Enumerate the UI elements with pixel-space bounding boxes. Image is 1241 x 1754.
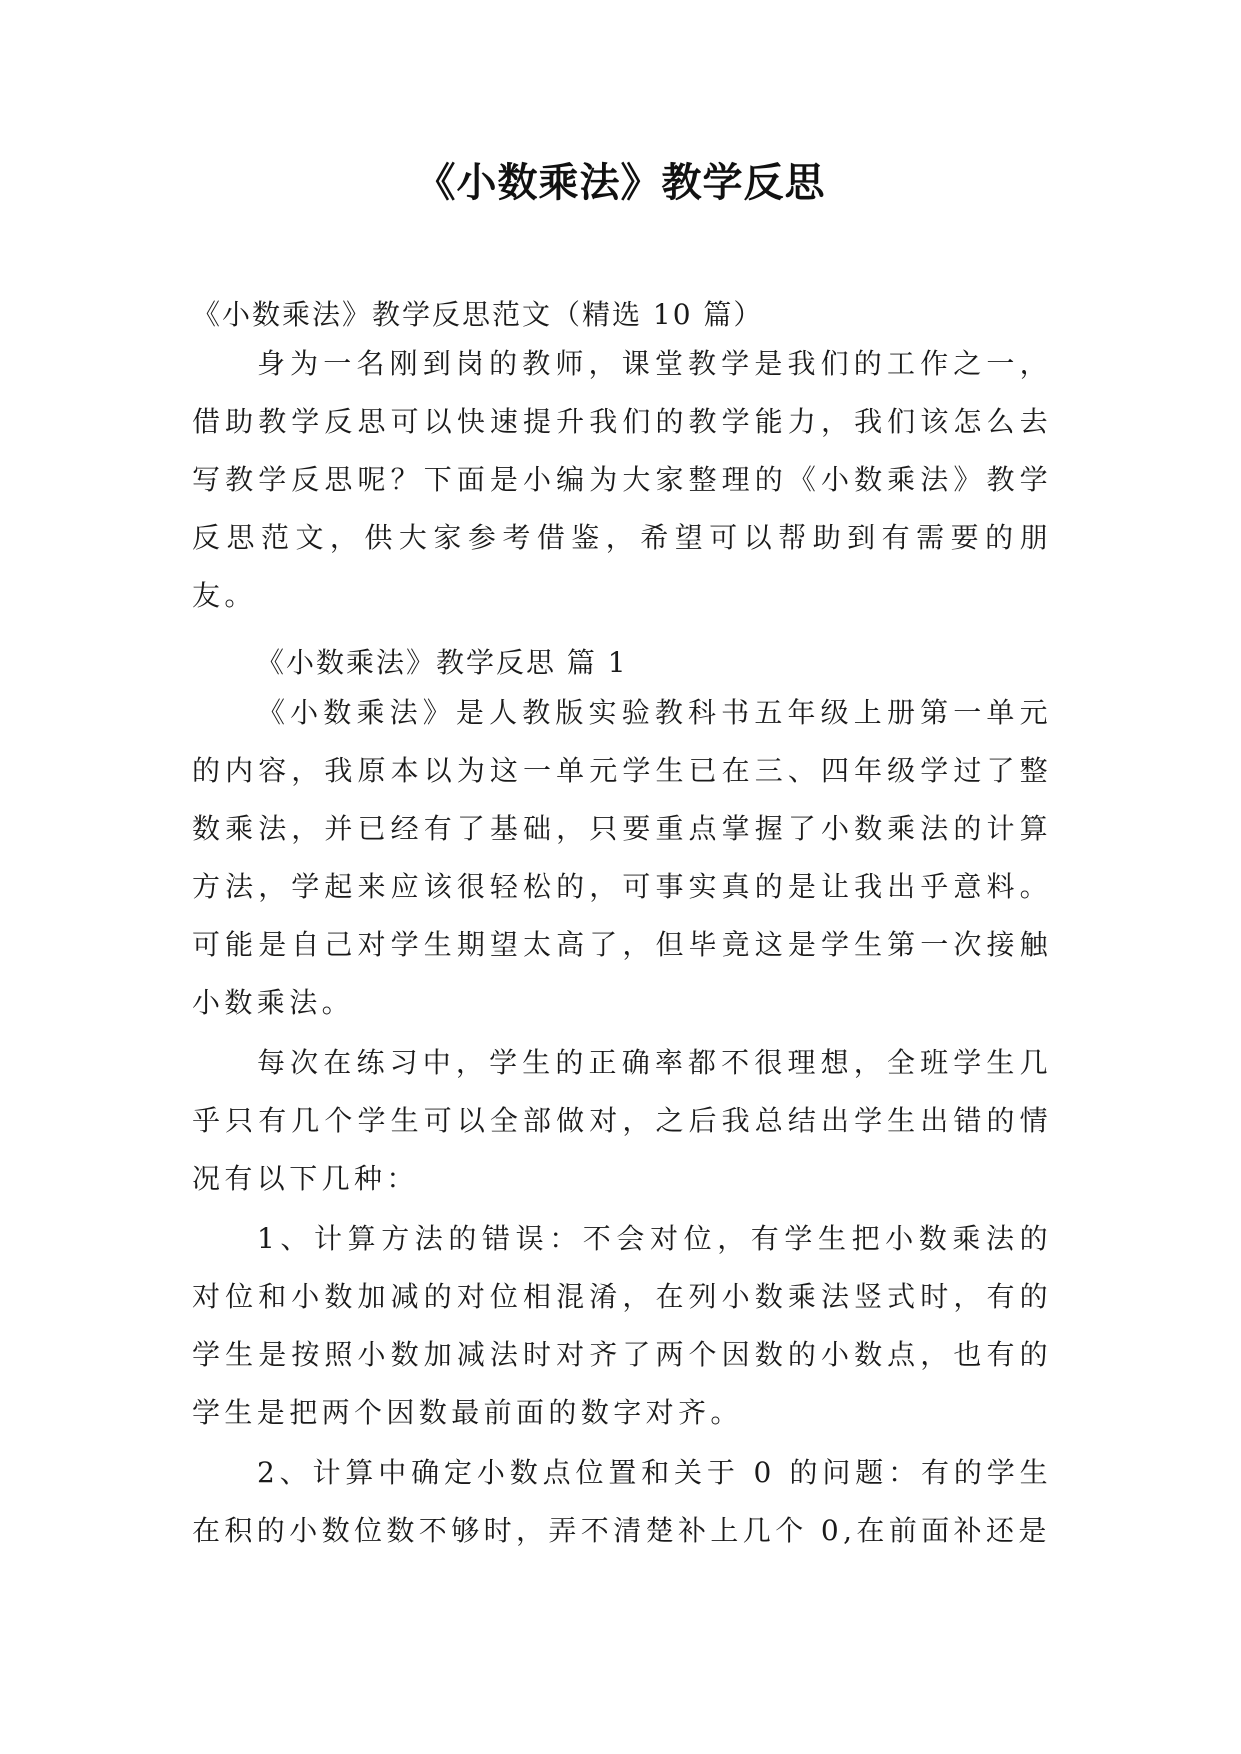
document-title: 《小数乘法》教学反思: [415, 160, 826, 206]
paragraph-4: 2、计算中确定小数点位置和关于 0 的问题：有的学生在积的小数位数不够时，弄不清楚补上几个 0,在前面补还是: [192, 1456, 1052, 1547]
paragraph-1: 《小数乘法》是人教版实验教科书五年级上册第一单元的内容，我原本以为这一单元学生已在三、四年级学过了整数乘法，并已经有了基础，只要重点掌握了小数乘法的计算方法，学起来应该很轻松的，可事实真的是让我出乎意料。可能是自己对学生期望太高了，但毕竟这是学生第一次接触小数乘法。: [192, 696, 1052, 1019]
intro-paragraph: 身为一名刚到岗的教师，课堂教学是我们的工作之一，借助教学反思可以快速提升我们的教学能力，我们该怎么去写教学反思呢？下面是小编为大家整理的《小数乘法》教学反思范文，供大家参考借鉴，希望可以帮助到有需要的朋友。: [192, 347, 1052, 612]
document-subtitle: 《小数乘法》教学反思范文（精选 10 篇）: [192, 298, 764, 331]
paragraph-2: 每次在练习中，学生的正确率都不很理想，全班学生几乎只有几个学生可以全部做对，之后我总结出学生出错的情况有以下几种：: [192, 1046, 1052, 1195]
section-heading: 《小数乘法》教学反思 篇 1: [256, 646, 628, 679]
paragraph-3: 1、计算方法的错误：不会对位，有学生把小数乘法的对位和小数加减的对位相混淆，在列小数乘法竖式时，有的学生是按照小数加减法时对齐了两个因数的小数点，也有的学生是把两个因数最前面的数字对齐。: [192, 1222, 1052, 1429]
